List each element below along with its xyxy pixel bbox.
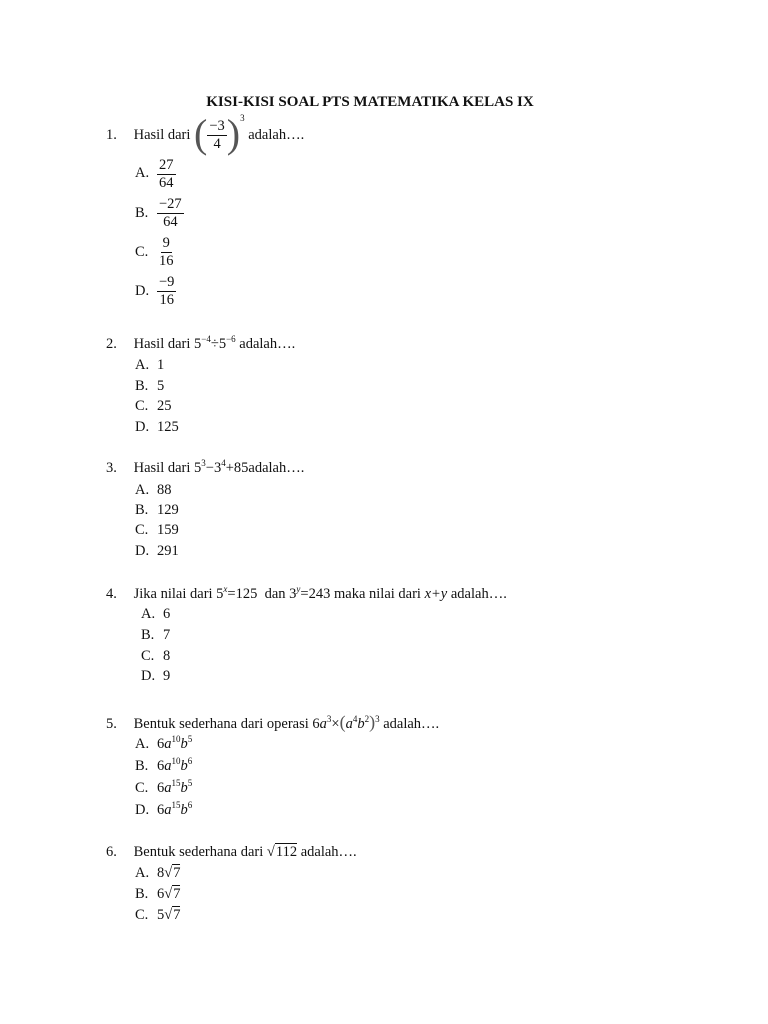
fraction-numerator: −3 xyxy=(209,118,225,135)
option-value: 6 xyxy=(163,606,171,622)
exponent: 15 xyxy=(171,800,181,810)
question-prefix: Bentuk sederhana dari operasi xyxy=(133,716,309,732)
fraction-denominator: 4 xyxy=(213,136,221,153)
coefficient: 6 xyxy=(157,736,165,752)
option-3c xyxy=(135,522,179,539)
exponent: 4 xyxy=(221,458,226,468)
exponent: 3 xyxy=(326,714,332,724)
variable: a xyxy=(164,780,172,796)
question-1 xyxy=(106,110,305,156)
option-letter: D. xyxy=(135,543,150,559)
exponent: 2 xyxy=(364,714,370,724)
radicand: 112 xyxy=(275,844,298,860)
option-letter: A. xyxy=(135,357,150,373)
question-4 xyxy=(106,586,507,603)
variable: a xyxy=(164,736,172,752)
coefficient: 5 xyxy=(157,907,165,923)
variable: a xyxy=(345,716,353,732)
coefficient: 8 xyxy=(157,865,165,881)
option-letter: B. xyxy=(135,886,149,902)
option-4a xyxy=(141,606,170,623)
question-fraction xyxy=(207,118,226,153)
option-5b xyxy=(135,758,192,775)
option-2a xyxy=(135,357,164,374)
option-fraction xyxy=(157,274,176,309)
coefficient: 6 xyxy=(312,716,320,732)
question-prefix: Bentuk sederhana dari xyxy=(133,844,264,860)
option-3a xyxy=(135,482,172,499)
coefficient: 6 xyxy=(157,886,165,902)
base: 3 xyxy=(213,460,222,476)
radicand: 7 xyxy=(173,865,181,881)
option-letter: C. xyxy=(135,244,149,260)
question-prefix: Hasil dari xyxy=(133,460,191,476)
option-4b xyxy=(141,627,170,644)
exponent: 3 xyxy=(240,113,245,123)
exponent: −6 xyxy=(226,334,236,344)
option-1b xyxy=(135,196,184,231)
option-letter: C. xyxy=(135,907,149,923)
question-number: 5. xyxy=(106,716,117,732)
question-3 xyxy=(106,460,304,477)
question-suffix: adalah…. xyxy=(300,844,357,860)
option-letter: B. xyxy=(135,758,149,774)
option-value: 291 xyxy=(157,543,179,559)
radical-sign: √ xyxy=(164,886,173,902)
radical-sign: √ xyxy=(164,865,173,881)
option-letter: B. xyxy=(141,627,155,643)
option-6a xyxy=(135,865,180,882)
variable: b xyxy=(180,736,188,752)
fraction-numerator: −27 xyxy=(159,196,182,212)
coefficient: 6 xyxy=(157,802,165,818)
option-3b xyxy=(135,502,179,519)
base: 5 xyxy=(194,336,202,352)
option-value: 9 xyxy=(163,668,171,684)
option-letter: A. xyxy=(141,606,156,622)
option-1c xyxy=(135,235,176,270)
fraction-numerator: 27 xyxy=(159,157,174,173)
question-suffix: adalah…. xyxy=(383,716,440,732)
option-letter: C. xyxy=(141,648,155,664)
connector-text: dan xyxy=(264,586,286,602)
exponent: 10 xyxy=(171,756,181,766)
question-suffix: adalah…. xyxy=(248,460,305,476)
option-5c xyxy=(135,780,192,797)
coefficient: 6 xyxy=(157,780,165,796)
option-letter: C. xyxy=(135,398,149,414)
option-value: 25 xyxy=(157,398,172,414)
option-letter: D. xyxy=(141,668,156,684)
exponent: y xyxy=(296,584,301,594)
exponent: 3 xyxy=(375,714,380,724)
variable: b xyxy=(180,780,188,796)
variable: b xyxy=(180,758,188,774)
variable: a xyxy=(319,716,327,732)
option-value: 7 xyxy=(163,627,171,643)
option-letter: B. xyxy=(135,502,149,518)
option-4c xyxy=(141,648,170,665)
question-suffix: adalah…. xyxy=(450,586,507,602)
variable: a xyxy=(164,802,172,818)
option-value: 88 xyxy=(157,482,172,498)
option-1d xyxy=(135,274,176,309)
fraction-denominator: 64 xyxy=(163,214,178,230)
left-paren: ( xyxy=(339,712,346,732)
option-letter: C. xyxy=(135,780,149,796)
option-6b xyxy=(135,886,180,903)
option-value: 1 xyxy=(157,357,165,373)
option-value: 8 xyxy=(163,648,171,664)
variable: b xyxy=(180,802,188,818)
exponent: 5 xyxy=(187,778,193,788)
exponent: 15 xyxy=(171,778,181,788)
exponent: 6 xyxy=(187,800,193,810)
fraction-numerator: 9 xyxy=(162,235,170,251)
question-number: 1. xyxy=(106,127,117,143)
radical-sign: √ xyxy=(266,844,275,860)
option-fraction xyxy=(157,235,176,270)
question-number: 6. xyxy=(106,844,117,860)
option-letter: B. xyxy=(135,205,149,221)
option-letter: A. xyxy=(135,482,150,498)
option-fraction xyxy=(157,196,184,231)
exponent: 3 xyxy=(201,458,206,468)
base: 5 xyxy=(216,586,224,602)
option-value: 159 xyxy=(157,522,179,538)
question-number: 2. xyxy=(106,336,117,352)
option-5d xyxy=(135,802,192,819)
question-6 xyxy=(106,844,357,861)
option-letter: A. xyxy=(135,165,150,181)
equation-rhs: =243 xyxy=(300,586,331,602)
option-letter: A. xyxy=(135,865,150,881)
question-suffix: adalah…. xyxy=(248,127,305,143)
exponent: 6 xyxy=(187,756,193,766)
question-suffix: adalah…. xyxy=(239,336,296,352)
question-5 xyxy=(106,712,439,733)
radicand: 7 xyxy=(173,886,181,902)
option-letter: D. xyxy=(135,419,150,435)
option-2d xyxy=(135,419,179,436)
operator: − xyxy=(205,460,214,476)
left-paren: ( xyxy=(194,110,208,156)
option-6c xyxy=(135,907,180,924)
question-prefix: Hasil dari xyxy=(133,336,191,352)
exponent: 10 xyxy=(171,734,181,744)
document-title: KISI-KISI SOAL PTS MATEMATIKA KELAS IX xyxy=(206,94,534,110)
option-4d xyxy=(141,668,170,685)
question-number: 4. xyxy=(106,586,117,602)
option-fraction xyxy=(157,157,176,192)
option-letter: D. xyxy=(135,283,150,299)
question-2 xyxy=(106,336,295,353)
option-letter: A. xyxy=(135,736,150,752)
exponent: 4 xyxy=(352,714,358,724)
operator: ÷ xyxy=(210,336,219,352)
exponent: x xyxy=(223,584,228,594)
option-value: 5 xyxy=(157,378,165,394)
option-2c xyxy=(135,398,172,415)
option-5a xyxy=(135,736,192,753)
option-letter: B. xyxy=(135,378,149,394)
operator: × xyxy=(331,716,340,732)
fraction-denominator: 16 xyxy=(159,292,174,308)
base: 3 xyxy=(289,586,297,602)
base: 5 xyxy=(218,336,227,352)
fraction-denominator: 64 xyxy=(159,175,174,191)
option-letter: C. xyxy=(135,522,149,538)
option-2b xyxy=(135,378,164,395)
equation-rhs: =125 xyxy=(227,586,258,602)
base: 5 xyxy=(194,460,202,476)
coefficient: 6 xyxy=(157,758,165,774)
operator: +85 xyxy=(225,460,249,476)
right-paren: ) xyxy=(369,712,376,732)
question-prefix: Hasil dari xyxy=(133,127,191,143)
radical-sign: √ xyxy=(164,907,173,923)
question-number: 3. xyxy=(106,460,117,476)
radicand: 7 xyxy=(173,907,181,923)
question-prefix: Jika nilai dari xyxy=(133,586,213,602)
fraction-numerator: −9 xyxy=(159,274,175,290)
expression: x+y xyxy=(424,586,448,602)
exponent: −4 xyxy=(201,334,211,344)
option-3d xyxy=(135,543,179,560)
option-letter: D. xyxy=(135,802,150,818)
variable: b xyxy=(357,716,365,732)
option-1a xyxy=(135,157,176,192)
variable: a xyxy=(164,758,172,774)
connector-text: maka nilai dari xyxy=(333,586,421,602)
exponent: 5 xyxy=(187,734,193,744)
option-value: 125 xyxy=(157,419,179,435)
right-paren: ) xyxy=(226,110,241,156)
option-value: 129 xyxy=(157,502,179,518)
fraction-denominator: 16 xyxy=(159,253,174,269)
